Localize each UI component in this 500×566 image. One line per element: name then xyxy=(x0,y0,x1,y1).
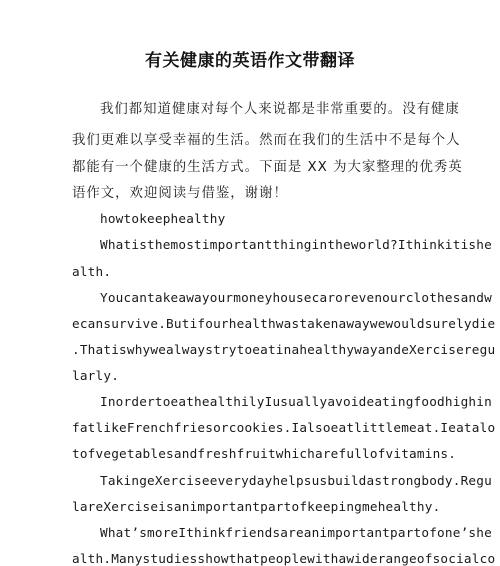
body-line: Youcantakeawayourmoneyhousecarorevenourclothesandw xyxy=(100,290,492,305)
body-line: .ThatiswhywealwaystrytoeatinahealthywayandeXerciseregu xyxy=(72,342,496,357)
body-line: InordertoeathealthilyIusuallyavoideatingfoodhighin xyxy=(100,394,492,409)
body-line: howtokeephealthy xyxy=(100,211,226,226)
intro-line: 我们更难以享受幸福的生活。然而在我们的生活中不是每个人 xyxy=(72,133,461,148)
intro-line: 都能有一个健康的生活方式。下面是 XX 为大家整理的优秀英 xyxy=(72,160,463,175)
body-line: larly. xyxy=(72,368,120,383)
body-line: tofvegetablesandfreshfruitwhicharefullofvitamins. xyxy=(72,446,457,461)
document-title: 有关健康的英语作文带翻译 xyxy=(145,51,355,71)
body-line: alth. xyxy=(72,264,112,279)
body-line: lareXerciseisanimportantpartofkeepingmehealthy. xyxy=(72,499,441,514)
body-line: What’smoreIthinkfriendsareanimportantpartofone’she xyxy=(100,525,492,540)
body-line: Whatisthemostimportantthingintheworld?Ithinkitishe xyxy=(100,237,492,252)
body-line: fatlikeFrenchfriesorcookies.Ialsoeatlittlemeat.Ieatalo xyxy=(72,420,496,435)
intro-line: 我们都知道健康对每个人来说都是非常重要的。没有健康 xyxy=(100,102,460,117)
body-line: alth.Manystudiesshowthatpeoplewithawiderangeofsocialco xyxy=(72,551,496,566)
body-line: TakingeXerciseeverydayhelpsusbuildastrongbody.Regu xyxy=(100,473,492,488)
intro-line: 语作文，欢迎阅读与借鉴，谢谢！ xyxy=(72,186,288,201)
body-line: ecansurvive.Butifourhealthwastakenawaywewouldsurelydie xyxy=(72,316,496,331)
